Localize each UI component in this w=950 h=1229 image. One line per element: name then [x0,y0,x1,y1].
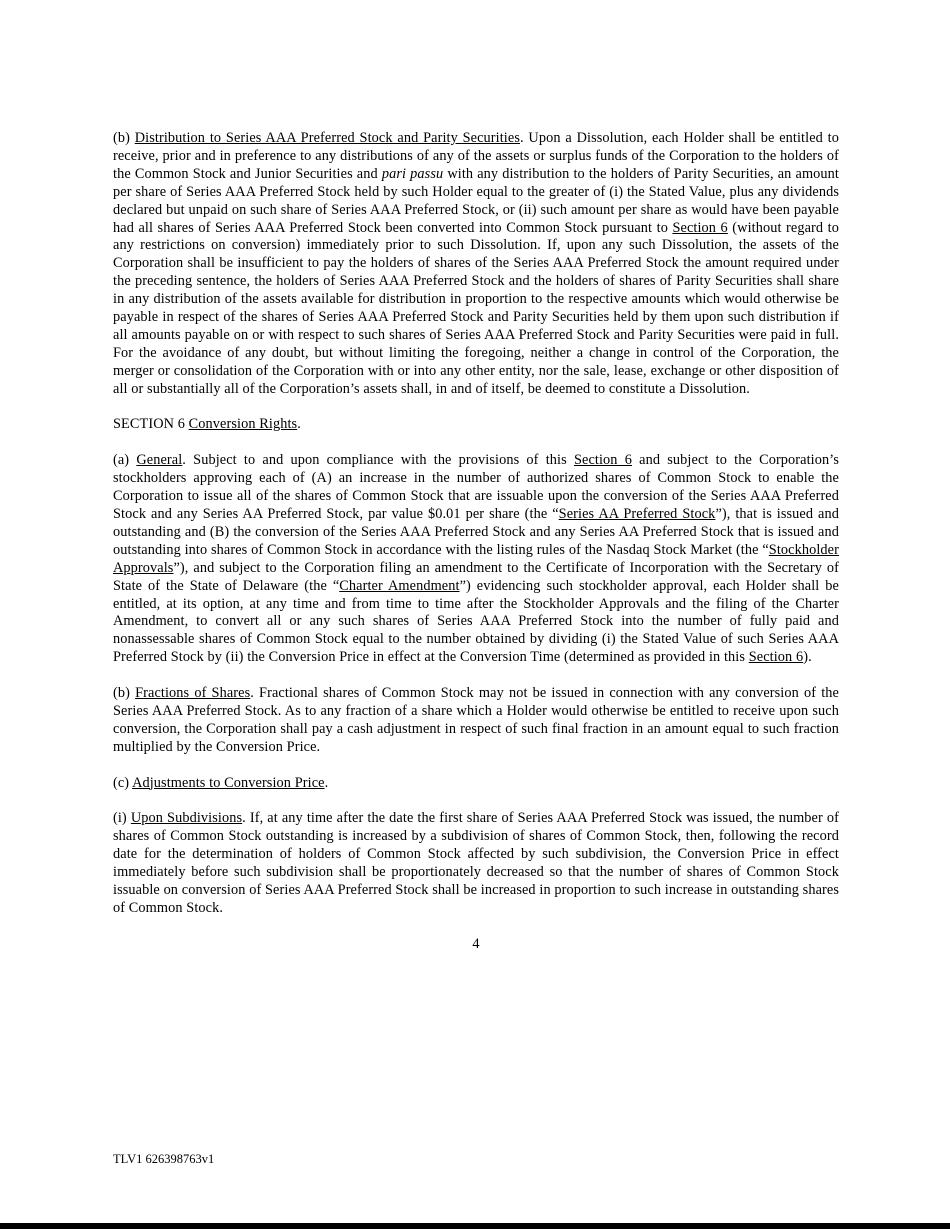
italic-term: pari passu [381,165,444,182]
page-number: 4 [472,935,480,952]
text-run: and subject to the Corporation’s stockholders approving each of (A) an increase in the number of authorized shares of Common Stock to enable the Corporation to issue all of the shares of Common Stock that are issuable upon the conversion of the Series AAA Preferred Stock and any Series AA Preferred Stock, par value $0.01 per share (the “ [113,452,839,522]
paragraph-i-subdivisions [113,810,839,917]
text-run: ”), that is issued and outstanding and (B) the conversion of the Series AAA Preferred Stock and any Series AA Preferred Stock that is issued and outstanding into shares of Common Stock in accordance with the listing rules of the Nasdaq Stock Market (the “ [113,506,840,558]
underlined-term: Fractions of Shares [135,685,251,702]
underlined-term: Adjustments to Conversion Price [132,774,325,791]
text-run: (without regard to any restrictions on conversion) immediately prior to such Dissolution. If, upon any such Dissolution, the assets of the Corporation shall be insufficient to pay the holders of shares of the Series AAA Preferred Stock the amount required under the preceding sentence, the holders of Series AAA Preferred Stock and the holders of shares of Parity Securities shall share in any distribution of the assets available for distribution in proportion to the respective amounts which would otherwise be payable in respect of the shares of Series AAA Preferred Stock and Parity Securities held by them upon such distribution if all amounts payable on or with respect to such shares of Series AAA Preferred Stock and Parity Securities were paid in full. For the avoidance of any doubt, but without limiting the foregoing, neither a change in control of the Corporation, the merger or consolidation of the Corporation with or into any other entity, nor the sale, lease, exchange or other disposition of all or substantially all of the Corporation’s assets shall, in and of itself, be deemed to constitute a Dissolution. [113,219,839,397]
underlined-term: Conversion Rights [188,416,298,433]
text-run: . [297,416,301,433]
text-run: . [324,774,329,791]
text-run: SECTION 6 [113,416,189,433]
text-run: . If, at any time after the date the first share of Series AAA Preferred Stock was issued, the number of shares of Common Stock outstanding is increased by a subdivision of shares of Common Stock, then, following the record date for the determination of holders of Common Stock affected by such subdivision, the Conversion Price in effect immediately before such subdivision shall be proportionately decreased so that the number of shares of Common Stock issuable on conversion of Series AAA Preferred Stock shall be increased in proportion to such increase in outstanding shares of Common Stock. [113,810,840,916]
page-bottom-edge [0,1223,950,1229]
text-run: (a) [113,452,137,469]
underlined-term: Distribution to Series AAA Preferred Stock and Parity Securities [134,130,520,146]
underlined-term: Upon Subdivisions [130,810,243,827]
text-run: ”), and subject to the Corporation filing an amendment to the Certificate of Incorporation with the Secretary of State of the State of Delaware (the “ [113,559,839,594]
underlined-term: Section 6 [748,649,804,666]
document-body [113,130,839,954]
underlined-term: Section 6 [672,219,728,236]
text-run: . Subject to and upon compliance with the provisions of this [182,452,574,469]
underlined-term: Section 6 [573,452,632,469]
document-id-footer: TLV1 626398763v1 [113,1152,215,1166]
text-run: . Fractional shares of Common Stock may not be issued in connection with any conversion of the Series AAA Preferred Stock. As to any fraction of a share which a Holder would otherwise be entitled to receive upon such conversion, the Corporation shall pay a cash adjustment in respect of such final fraction in an amount equal to such fraction multiplied by the Conversion Price. [113,685,839,755]
paragraph-c-adjustments [113,775,839,793]
text-run: (b) [113,685,136,702]
text-run: . Upon a Dissolution, each Holder shall be entitled to receive, prior and in preference to any distributions of any of the assets or surplus funds of the Corporation to the holders of the Common Stock and Junior Securities and [113,130,839,182]
paragraph-b-distribution [113,130,839,399]
text-run: ). [803,649,812,666]
underlined-term: General [136,452,183,469]
text-run: (i) [113,810,131,827]
text-run: ”) evidencing such stockholder approval, each Holder shall be entitled, at its option, at any time and from time to time after the Stockholder Approvals and the filing of the Charter Amendment, to convert all or any such shares of Series AAA Preferred Stock into the number of fully paid and nonassessable shares of Common Stock equal to the number obtained by dividing (i) the Stated Value of such Series AAA Preferred Stock by (ii) the Conversion Price in effect at the Conversion Time (determined as provided in this [113,577,839,666]
text-run: with any distribution to the holders of Parity Securities, an amount per share of Series AAA Preferred Stock held by such Holder equal to the greater of (i) the Stated Value, plus any dividends declared but unpaid on such share of Series AAA Preferred Stock, or (ii) such amount per share as would have been payable had all shares of Series AAA Preferred Stock been converted into Common Stock pursuant to [113,165,839,236]
paragraph-a-general [113,452,839,667]
text-run: (b) [113,130,135,146]
underlined-term: Charter Amendment [339,577,460,594]
heading-section-6 [113,416,839,434]
paragraph-b-fractions [113,685,839,757]
underlined-term: Stockholder Approvals [113,541,839,576]
underlined-term: Series AA Preferred Stock [558,506,716,522]
text-run: (c) [113,774,133,791]
